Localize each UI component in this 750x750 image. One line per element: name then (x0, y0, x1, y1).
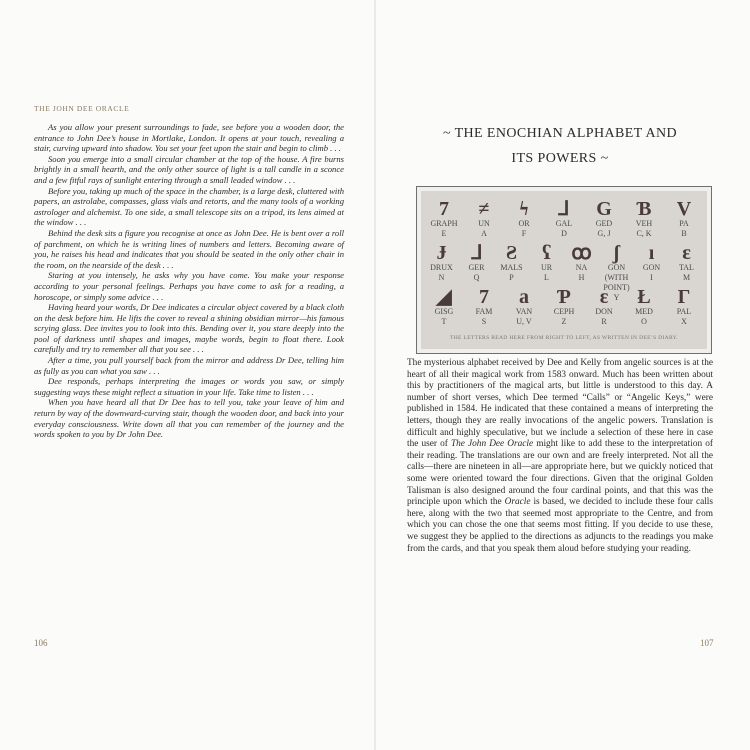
latin-equivalent: Y (613, 293, 620, 302)
letter-name: NA (575, 263, 588, 272)
letter-name: MALS (500, 263, 523, 272)
letter-name: DRUX (430, 263, 453, 272)
letter-name: GED (595, 219, 613, 228)
paragraph: When you have heard all that Dr Dee has to tell you, take your leave of him and return by way of the downward-curving stair, though the wooden door, and back into your everyday consciousness. Write down all that you can remember of the journey and the words spoken to you by Dr John Dee. (34, 397, 344, 440)
latin-equivalent: H (578, 273, 585, 282)
latin-equivalent: X (681, 317, 687, 326)
page-number-left: 106 (34, 638, 48, 648)
latin-equivalent: A (481, 229, 487, 238)
body-text (407, 358, 713, 555)
paragraph: Having heard your words, Dr Dee indicates a circular object covered by a black cloth on the desk before him. He lifts the cover to reveal a shining obsidian mirror—his famous scrying glass. Dee invites you to look into this. Bending over it, you stare deeply into the pool of darkness until shapes and images, maybe words, begin to float there. Look carefully and try to remember all that you see . . . (34, 302, 344, 355)
alphabet-letter-cell (464, 199, 504, 239)
paragraph: Soon you emerge into a small circular chamber at the top of the house. A fire burns brightly in a small hearth, and the only other source of light is a tall candle in a sconce and a few fitful rays of sunlight entering through a small leaded window . . . (34, 153, 344, 185)
letter-name: PA (679, 219, 689, 228)
latin-equivalent: Z (561, 317, 567, 326)
latin-equivalent: N (438, 273, 445, 282)
paragraph: After a time, you pull yourself back from the mirror and address Dr Dee, telling him as fully as you can what you saw . . . (34, 355, 344, 376)
alphabet-letter-cell (492, 243, 532, 283)
letter-name: FAM (475, 307, 493, 316)
paragraph (407, 358, 713, 555)
alphabet-letter-cell (544, 199, 584, 239)
latin-equivalent: O (641, 317, 647, 326)
enochian-glyph: ◢ (436, 286, 452, 308)
latin-equivalent: R (601, 317, 607, 326)
letter-name: MED (635, 307, 653, 316)
alphabet-letter-cell (624, 287, 664, 327)
letter-name: CEPH (553, 307, 575, 316)
latin-equivalent: D (561, 229, 567, 238)
alphabet-letter-cell (457, 243, 497, 283)
alphabet-letter-cell (424, 287, 464, 327)
enochian-glyph: ɛ (682, 242, 691, 264)
alphabet-letter-cell (424, 199, 464, 239)
latin-equivalent: C, K (636, 229, 652, 238)
alphabet-letter-cell (624, 199, 664, 239)
chapter-title-line-2: ITS POWERS ~ (511, 151, 609, 166)
letter-name: VEH (635, 219, 653, 228)
paragraph: As you allow your present surroundings to fade, see before you a wooden door, the entrance to John Dee’s house in Mortlake, London. It opens at your touch, revealing a stair, curving upward into shadow. You set your feet upon the stair and begin to climb . . . (34, 122, 344, 154)
text-run: might like to add these to the interpretation of their reading. The translations are our own and are freely interpreted. Not all the calls—there are nineteen in all—are appropriate here, but we quickly noticed that some were oriented toward the four directions. Given that the original Golden Talisman is also designed around the four cardinal points, and that this was the principle upon which the (407, 439, 713, 508)
enochian-glyph: Ł (637, 286, 651, 308)
enochian-glyph: Ɉ (436, 242, 447, 264)
page-number-right: 107 (700, 638, 714, 648)
text-run: The mysterious alphabet received by Dee and Kelly from angelic sources is at the heart of all their magical work from 1583 onward. Much has been written about this by practitioners of the magical arts, but little is understood to this day. A number of short verses, which Dee termed “Calls” or “Angelic Keys,” were published in 1584. He indicated that these contained a means of interpreting the letters, though they are really invocations of the angelic powers. Translation is difficult and highly speculative, but we include a selection of these here in case the user of (407, 358, 713, 450)
guided-meditation-text (34, 122, 344, 440)
latin-equivalent: G, J (597, 229, 611, 238)
latin-equivalent: T (441, 317, 447, 326)
letter-name: UN (478, 219, 490, 228)
enochian-glyph: V (676, 198, 692, 220)
alphabet-letter-cell (562, 243, 602, 283)
latin-equivalent: I (650, 273, 653, 282)
letter-name: TAL (679, 263, 694, 272)
latin-equivalent: P (509, 273, 514, 282)
enochian-glyph: G (596, 198, 612, 220)
enochian-glyph: Ɓ (636, 198, 652, 220)
paragraph: Before you, taking up much of the space in the chamber, is a large desk, cluttered with papers, an astrolabe, compasses, glass vials and retorts, and the many tools of a working astrologer and alchemist. To one side, a small telescope sits on a tripod, its lens aimed at the window . . . (34, 185, 344, 228)
paragraph: Staring at you intensely, he asks why you have come. You make your response according to your personal feelings. Perhaps you have come to ask for a reading, a horoscope, or simply some advice . . . (34, 270, 344, 302)
alphabet-letter-cell (464, 287, 504, 327)
paragraph: Behind the desk sits a figure you recognise at once as John Dee. He is bent over a roll of parchment, on which he is writing lines of numbers and letters. Becoming aware of you, he raises his head and indicates that you should be seated in the only other chair in the room, on the nearside of the desk . . . (34, 227, 344, 270)
latin-equivalent: L (544, 273, 549, 282)
letter-name: GON (642, 263, 661, 272)
alphabet-letter-cell (527, 243, 567, 283)
alphabet-letter-cell (504, 287, 544, 327)
chapter-title-line-1: ~ THE ENOCHIAN ALPHABET AND (442, 126, 678, 141)
paragraph: Dee responds, perhaps interpreting the images or words you saw, or simply suggesting ways these might reflect a situation in your life. Take time to listen . . . (34, 376, 344, 397)
enochian-glyph: Γ (677, 286, 691, 308)
enochian-glyph: ʕ (542, 242, 551, 264)
chapter-title (405, 121, 715, 171)
letter-name: OR (518, 219, 530, 228)
enochian-glyph: ᒧ (470, 242, 483, 264)
letter-name: GAL (555, 219, 573, 228)
enochian-glyph: 7 (439, 198, 449, 220)
alphabet-letter-cell (584, 287, 624, 327)
figure-background (421, 191, 707, 349)
latin-equivalent: S (481, 317, 487, 326)
book-spine (374, 0, 376, 750)
latin-equivalent: U, V (516, 317, 532, 326)
letter-name: GRAPH (430, 219, 458, 228)
enochian-glyph: Ƨ (505, 242, 518, 264)
enochian-glyph: ⅃ (558, 198, 570, 220)
letter-name: GISG (434, 307, 454, 316)
figure-caption: THE LETTERS READ HERE FROM RIGHT TO LEFT, AS WRITTEN IN DEE’S DIARY. (450, 335, 678, 341)
alphabet-letter-cell (422, 243, 462, 283)
text-run: is based, we decided to include these four calls here, along with the two that seemed most appropriate to the Centre, and from which you can chose the one that seems most fitting. If you decide to use these, we suggest they be applied to the directions as adjuncts to the readings you make from the cards, and that you speak them aloud before studying your reading. (407, 497, 713, 554)
enochian-glyph: ı (648, 242, 655, 264)
letter-name: VAN (515, 307, 533, 316)
enochian-glyph: ɛ (599, 286, 609, 308)
enochian-glyph: ʃ (613, 242, 620, 264)
latin-equivalent: Q (473, 273, 480, 282)
letter-name: UR (540, 263, 553, 272)
enochian-glyph: a (519, 286, 529, 308)
latin-equivalent: F (521, 229, 527, 238)
running-head: THE JOHN DEE ORACLE (34, 104, 130, 113)
alphabet-letter-cell (584, 199, 624, 239)
enochian-alphabet-figure (416, 186, 712, 354)
letter-name: GER (468, 263, 485, 272)
enochian-glyph: Ƥ (557, 286, 571, 308)
alphabet-letter-cell (664, 199, 704, 239)
enochian-glyph: ϟ (519, 198, 529, 220)
oracle-term: Oracle (504, 497, 531, 508)
enochian-glyph: ≠ (478, 198, 490, 220)
alphabet-letter-cell (544, 287, 584, 327)
enochian-glyph: 7 (479, 286, 489, 308)
alphabet-letter-cell (632, 243, 672, 283)
alphabet-letter-cell (504, 199, 544, 239)
letter-name: GON (WITH POINT) (603, 263, 630, 292)
letter-name: DON (595, 307, 613, 316)
latin-equivalent: B (681, 229, 687, 238)
latin-equivalent: M (682, 273, 691, 282)
book-title: The John Dee Oracle (450, 439, 534, 450)
alphabet-letter-cell (664, 287, 704, 327)
latin-equivalent: E (441, 229, 447, 238)
letter-name: PAL (676, 307, 692, 316)
enochian-glyph: ꝏ (571, 242, 592, 264)
alphabet-letter-cell (667, 243, 707, 283)
